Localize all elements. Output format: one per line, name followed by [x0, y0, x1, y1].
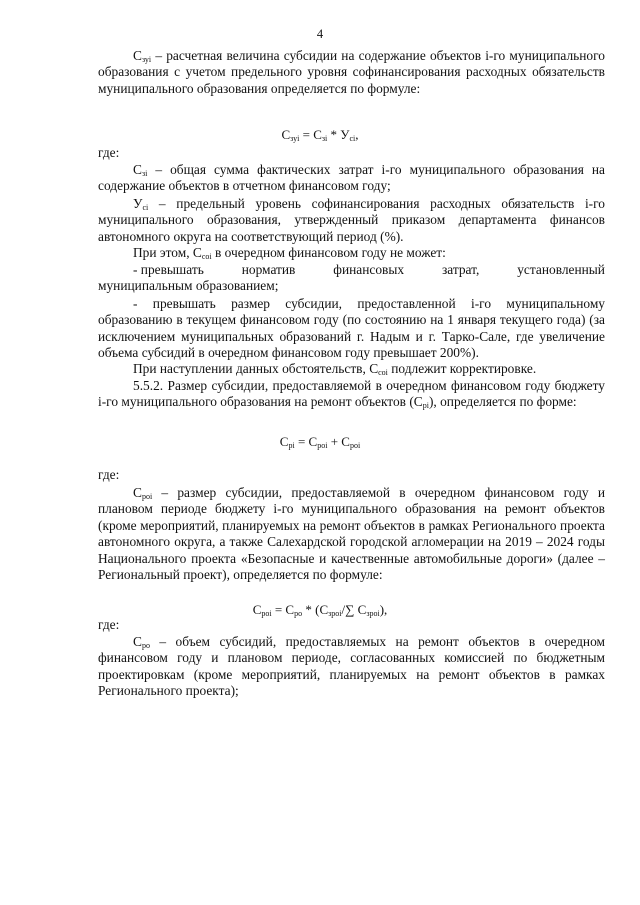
- symbol-subscript: зуi: [141, 55, 152, 64]
- formula-term: = С: [271, 602, 295, 617]
- formula-subscript: ci: [349, 134, 356, 143]
- formula-term: С: [279, 434, 289, 449]
- formula-term: = С: [299, 127, 322, 142]
- paragraph-text: в очередном финансовом году не может:: [211, 245, 446, 260]
- word: затрат,: [441, 262, 480, 277]
- symbol-subscript: ро: [141, 641, 150, 650]
- formula-subscript: зi: [321, 134, 328, 143]
- paragraph-text: – предельный уровень софинансирования расходных обязательств i-го муниципального образования, утвержденный приказом департамента финансов автономного округа на соответствующий период (%).: [98, 196, 605, 244]
- formula-czui: [0, 127, 640, 143]
- paragraph-condition-intro: [98, 245, 605, 261]
- paragraph-definition-cpo: [98, 634, 605, 700]
- formula-subscript: роi: [317, 441, 328, 450]
- symbol: С: [133, 48, 142, 63]
- where-label: где:: [98, 145, 120, 160]
- paragraph-text: – размер субсидии, предоставляемой в очередном финансовом году и плановом периоде бюджету i-го муниципального образования на ремонт объектов (кроме мероприятий, планируемых на ремонт объектов в рамках Регионального проекта автономного округа, а также Салехардской городской агломерации на 2019 – 2024 годы Национального проекта «Безопасные и качественные автомобильные дороги» (далее – Региональный проект), определяется по формуле:: [98, 485, 605, 583]
- paragraph-text: подлежит корректировке.: [387, 361, 537, 376]
- formula-term: ,: [355, 127, 359, 142]
- paragraph-condition-limit: - превышать размер субсидии, предоставленной i-го муниципальному образованию в текущем финансовом году (по состоянию на 1 января текущего года) (за исключением муниципальных образований г. Надым и г. Тарко-Сале, где увеличение объема субсидий в очередном финансовом году превышает 200%).: [98, 296, 605, 361]
- formula-term: ),: [379, 602, 388, 617]
- symbol: У: [133, 196, 143, 211]
- symbol-subscript: зi: [141, 169, 148, 178]
- paragraph-text: При наступлении данных обстоятельств, С: [133, 361, 379, 376]
- symbol: С: [133, 485, 142, 500]
- paragraph-condition-norm: [98, 262, 605, 295]
- formula-term: * (С: [302, 602, 329, 617]
- symbol-subscript: рi: [422, 401, 429, 411]
- word: финансовых: [333, 262, 405, 277]
- formula-subscript: роi: [261, 609, 272, 618]
- paragraph-text: – общая сумма фактических затрат i-го муниципального образования на содержание объектов в отчетном финансовом году;: [98, 162, 605, 194]
- where-label: где:: [98, 617, 120, 632]
- formula-subscript: зроi: [366, 609, 380, 618]
- formula-term: * У: [327, 127, 350, 142]
- formula-term: + С: [327, 434, 350, 449]
- formula-cpi: [0, 434, 640, 450]
- paragraph-definition-czi: [98, 162, 605, 195]
- symbol-subscript: роi: [141, 492, 153, 501]
- paragraph-text: При этом, С: [133, 245, 202, 260]
- paragraph-text: ), определяется по форме:: [428, 394, 577, 410]
- formula-subscript: рoi: [349, 441, 361, 450]
- formula-subscript: зроi: [328, 609, 342, 618]
- formula-term: /∑ С: [341, 602, 367, 617]
- paragraph-text: муниципальным образованием;: [98, 278, 279, 294]
- paragraph-definition-uci: [98, 196, 605, 245]
- formula-term: С: [281, 127, 291, 142]
- word: норматив: [241, 262, 296, 277]
- formula-subscript: ро: [294, 609, 303, 618]
- symbol-subscript: coi: [378, 368, 388, 377]
- formula-cpoi: [0, 602, 640, 618]
- paragraph-text: – расчетная величина субсидии на содержание объектов i-го муниципального образования с учетом предельного уровня софинансирования расходных обязательств муниципального образования определяется по формуле:: [98, 48, 605, 96]
- paragraph-definition-czui: [98, 48, 605, 97]
- symbol-subscript: ci: [142, 203, 149, 212]
- formula-term: = С: [294, 434, 318, 449]
- symbol: С: [133, 634, 142, 649]
- paragraph-text: 5.5.2. Размер субсидии, предоставляемой в очередном финансовом году бюджету i-го муниципального образования на ремонт объектов (С: [98, 378, 605, 410]
- word: - превышать: [133, 262, 204, 277]
- page-number: 4: [316, 27, 324, 41]
- paragraph-definition-cpoi: [98, 485, 605, 583]
- spread-line: [98, 262, 605, 278]
- formula-term: С: [252, 602, 262, 617]
- paragraph-section-5-5-2: [98, 378, 605, 411]
- word: установленный: [517, 262, 605, 277]
- formula-subscript: рi: [288, 441, 295, 450]
- symbol-subscript: coi: [201, 252, 212, 261]
- symbol: С: [133, 162, 142, 177]
- formula-subscript: зуi: [290, 134, 300, 143]
- paragraph-text: – объем субсидий, предоставляемых на ремонт объектов в очередном финансовом году и плановом периоде, согласованных комиссией по бюджетным проектировкам (кроме мероприятий, планируемых на ремонт объектов в рамках Регионального проекта);: [98, 634, 605, 699]
- paragraph-correction: [98, 361, 605, 377]
- where-label: где:: [98, 467, 120, 482]
